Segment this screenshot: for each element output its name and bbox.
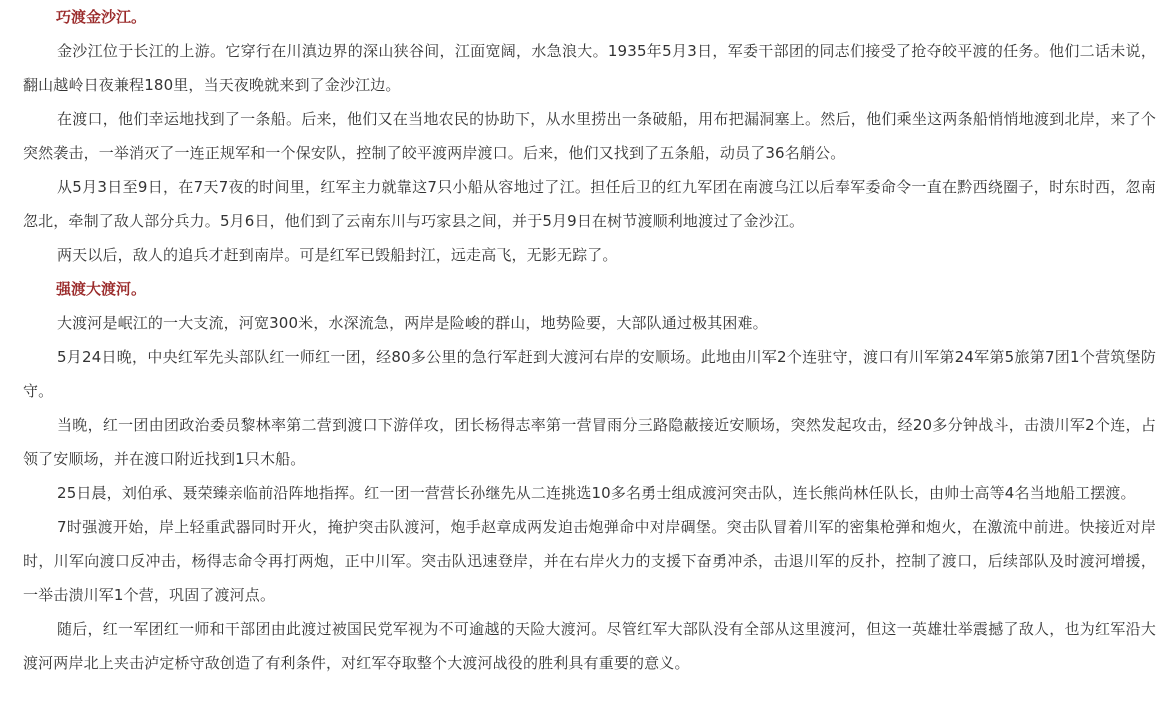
paragraph: 从5月3日至9日，在7天7夜的时间里，红军主力就靠这7只小船从容地过了江。担任后卫的红九军团在南渡乌江以后奉军委命令一直在黔西绕圈子，时东时西，忽南忽北，牵制了敌人部分兵力。5月6日，他们到了云南东川与巧家县之间，并于5月9日在树节渡顺利地渡过了金沙江。: [23, 178, 1156, 230]
paragraph: 两天以后，敌人的追兵才赶到南岸。可是红军已毁船封江，远走高飞，无影无踪了。: [57, 246, 618, 264]
paragraph: 25日晨，刘伯承、聂荣臻亲临前沿阵地指挥。红一团一营营长孙继先从二连挑选10多名勇士组成渡河突击队，连长熊尚林任队长，由帅士高等4名当地船工摆渡。: [57, 484, 1136, 502]
paragraph: 大渡河是岷江的一大支流，河宽300米，水深流急，两岸是险峻的群山，地势险要，大部队通过极其困难。: [57, 314, 768, 332]
paragraph: 金沙江位于长江的上游。它穿行在川滇边界的深山狭谷间，江面宽阔，水急浪大。1935年5月3日，军委干部团的同志们接受了抢夺皎平渡的任务。他们二话未说，翻山越岭日夜兼程180里，当天夜晚就来到了金沙江边。: [23, 42, 1156, 94]
section-title-jinsha-river: 巧渡金沙江。: [56, 8, 147, 26]
paragraph: 在渡口，他们幸运地找到了一条船。后来，他们又在当地农民的协助下，从水里捞出一条破船，用布把漏洞塞上。然后，他们乘坐这两条船悄悄地渡到北岸，来了个突然袭击，一举消灭了一连正规军和一个保安队，控制了皎平渡两岸渡口。后来，他们又找到了五条船，动员了36名艄公。: [23, 110, 1156, 162]
paragraph: 7时强渡开始，岸上轻重武器同时开火，掩护突击队渡河，炮手赵章成两发迫击炮弹命中对岸碉堡。突击队冒着川军的密集枪弹和炮火，在激流中前进。快接近对岸时，川军向渡口反冲击，杨得志命令再打两炮，正中川军。突击队迅速登岸，并在右岸火力的支援下奋勇冲杀，击退川军的反扑，控制了渡口，后续部队及时渡河增援，一举击溃川军1个营，巩固了渡河点。: [23, 518, 1156, 604]
section-title-dadu-river: 强渡大渡河。: [56, 280, 147, 298]
paragraph: 随后，红一军团红一师和干部团由此渡过被国民党军视为不可逾越的天险大渡河。尽管红军大部队没有全部从这里渡河，但这一英雄壮举震撼了敌人，也为红军沿大渡河两岸北上夹击泸定桥守敌创造了有利条件，对红军夺取整个大渡河战役的胜利具有重要的意义。: [23, 620, 1156, 672]
paragraph: 当晚，红一团由团政治委员黎林率第二营到渡口下游佯攻，团长杨得志率第一营冒雨分三路隐蔽接近安顺场，突然发起攻击，经20多分钟战斗，击溃川军2个连，占领了安顺场，并在渡口附近找到1只木船。: [23, 416, 1156, 468]
paragraph: 5月24日晚，中央红军先头部队红一师红一团，经80多公里的急行军赶到大渡河右岸的安顺场。此地由川军2个连驻守，渡口有川军第24军第5旅第7团1个营筑堡防守。: [23, 348, 1156, 400]
